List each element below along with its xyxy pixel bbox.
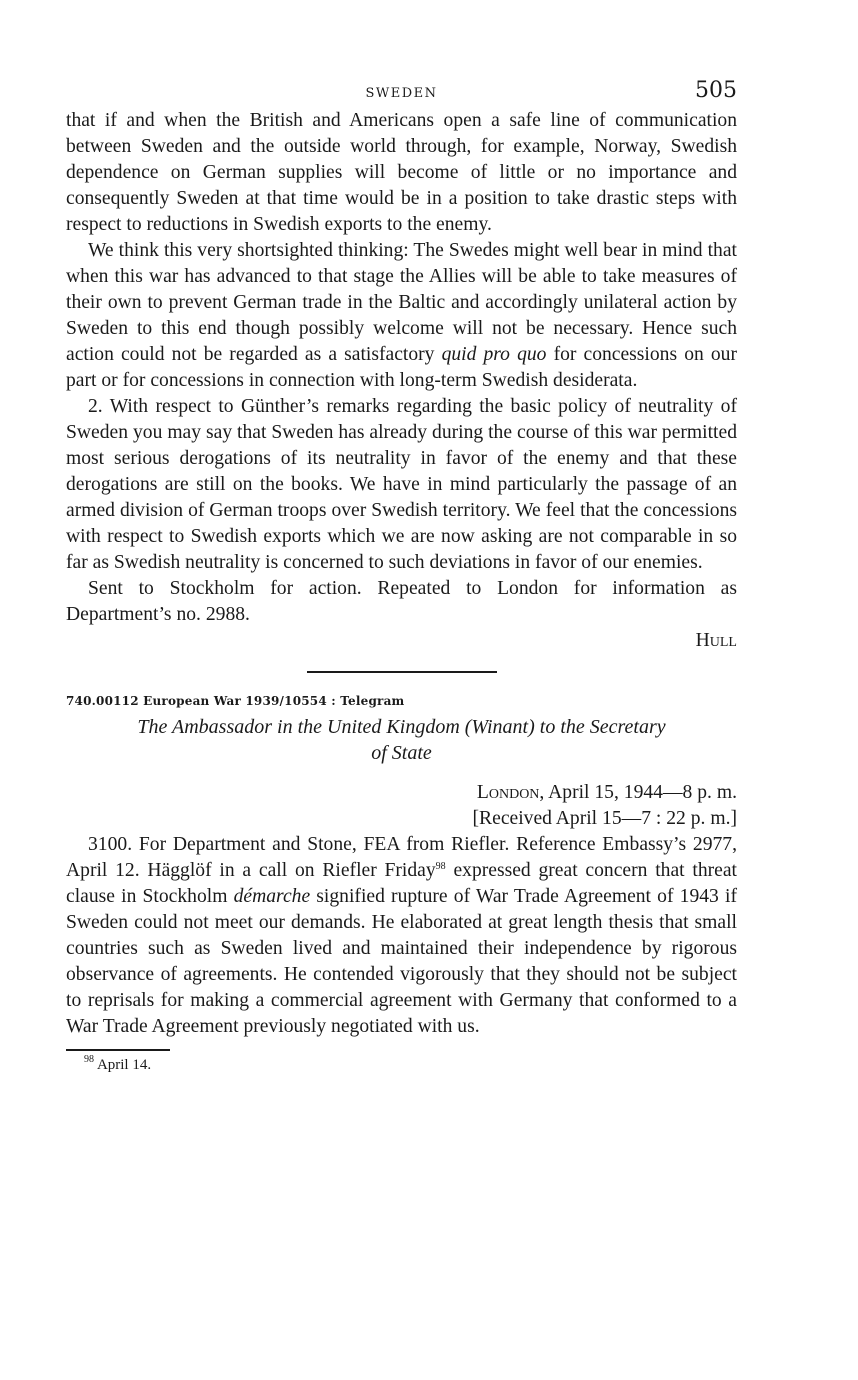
heading-line: The Ambassador in the United Kingdom (Winant) to the Secretary — [137, 716, 666, 738]
paragraph-3100 — [66, 832, 737, 1040]
footnote-text: April 14. — [96, 1057, 152, 1073]
signature: Hull — [695, 630, 737, 651]
heading-line: of State — [371, 742, 432, 764]
dateline — [66, 780, 737, 832]
italic-phrase: quid pro quo — [441, 344, 547, 365]
page-number: 505 — [695, 78, 737, 103]
paragraph-text: for concessions on our part or for concessions in connection with long-term Swedish desiderata. — [66, 344, 737, 391]
paragraph-continued: that if and when the British and Americans open a safe line of communication between Sweden and the outside world through, for example, Norway, Swedish dependence on German supplies will become of little or no importance and consequently Sweden at that time would be in a position to take drastic steps with respect to reductions in Swedish exports to the enemy. — [66, 110, 737, 235]
dateline-received: [Received April 15—7 : 22 p. m.] — [472, 808, 737, 829]
document-page — [66, 78, 737, 1074]
file-reference: 740.00112 European War 1939/10554 : Telegram — [66, 694, 405, 708]
footnote-marker: 98 — [435, 861, 446, 872]
running-header — [66, 78, 737, 108]
paragraph-text: expressed great concern that threat clause in Stockholm — [66, 860, 737, 907]
telegram-body-2 — [66, 832, 737, 1040]
paragraph-text: signified rupture of War Trade Agreement of 1943 if Sweden could not meet our demands. He elaborated at great length thesis that small countries such as Sweden lived and maintained their independence by rigorous observance of agreements. He contended vigorously that they should not be subject to reprisals for making a commercial agreement with Germany that conformed to a War Trade Agreement previously negotiated with us. — [66, 886, 737, 1037]
footnote-divider — [66, 1049, 170, 1051]
paragraph-neutrality: 2. With respect to Günther’s remarks regarding the basic policy of neutrality of Sweden you may say that Sweden has already during the course of this war permitted most serious derogations of its neutrality in favor of the enemy and that these derogations are still on the books. We have in mind particularly the passage of an armed division of German troops over Swedish territory. We feel that the concessions with respect to Swedish exports which we are now asking are not comparable in so far as Swedish neutrality is concerned to such deviations in favor of our enemies. — [66, 396, 737, 573]
paragraph-shortsighted — [66, 238, 737, 394]
running-title: SWEDEN — [365, 86, 438, 101]
footnote — [66, 1054, 737, 1074]
footnote-number: 98 — [84, 1054, 94, 1065]
paragraph-text: 3100. For Department and Stone, FEA from Riefler. Reference Embassy’s 2977, April 12. Hägglöf in a call on Riefler Friday — [66, 834, 737, 881]
dateline-place: London, — [476, 782, 545, 803]
paragraph-sent-to: Sent to Stockholm for action. Repeated to London for information as Department’s no. 2988. — [66, 578, 737, 625]
dateline-date: April 15, 1944—8 p. m. — [544, 782, 737, 803]
document-heading — [66, 714, 737, 766]
dateline-sent — [66, 780, 737, 806]
telegram-body-1 — [66, 108, 737, 628]
italic-word: démarche — [233, 886, 311, 907]
paragraph-text: We think this very shortsighted thinking: The Swedes might well bear in mind that when this war has advanced to that stage the Allies will be able to take measures of their own to prevent German trade in the Baltic and accordingly unilateral action by Sweden to this end though possibly welcome will not be necessary. Hence such action could not be regarded as a satisfactory — [66, 240, 737, 365]
section-divider — [307, 671, 497, 673]
